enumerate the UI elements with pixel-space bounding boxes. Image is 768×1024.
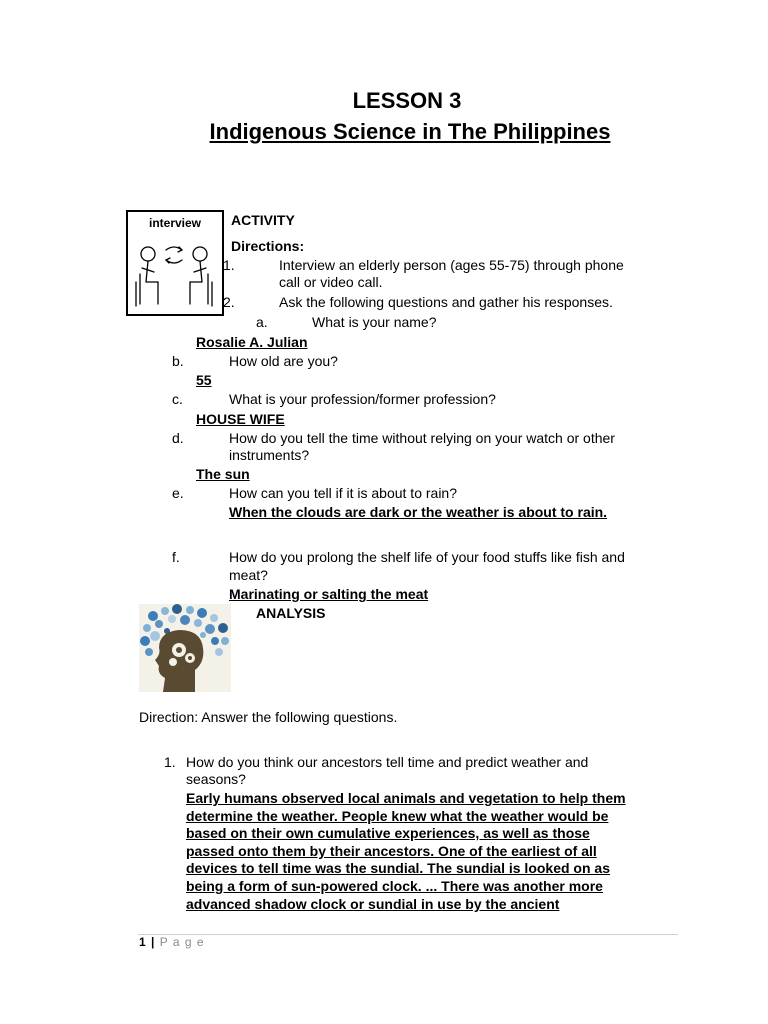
question-letter: c.: [172, 391, 183, 407]
analysis-answer-line: based on their own cumulative experiences, as well as those: [186, 825, 590, 841]
analysis-answer-line: devices to tell time was the sundial. The sundial is looked on as: [186, 860, 610, 876]
answer-text: HOUSE WIFE: [196, 411, 285, 427]
question-text: How old are you?: [229, 353, 338, 369]
activity-heading: ACTIVITY: [231, 212, 295, 228]
question-text: How can you tell if it is about to rain?: [229, 485, 458, 501]
answer-text: 55: [196, 372, 212, 388]
question-letter: f.: [172, 549, 180, 565]
step-text-continued: call or video call.: [279, 274, 383, 290]
step-number: 2.: [223, 294, 235, 310]
analysis-answer-line: Early humans observed local animals and vegetation to help them: [186, 790, 626, 806]
question-number: 1.: [164, 754, 176, 770]
analysis-heading: ANALYSIS: [256, 605, 326, 621]
analysis-direction: Direction: Answer the following questions.: [139, 709, 398, 725]
analysis-answer-line: being a form of sun-powered clock. ... There was another more: [186, 878, 603, 894]
question-text: What is your profession/former profession?: [229, 391, 496, 407]
step-number: 1.: [223, 257, 235, 273]
question-letter: d.: [172, 430, 184, 446]
analysis-answer-line: determine the weather. People knew what the weather would be: [186, 808, 609, 824]
two-people-talking-icon: [128, 234, 222, 314]
analysis-question-text: How do you think our ancestors tell time and predict weather and: [186, 754, 589, 770]
question-text: How do you prolong the shelf life of your food stuffs like fish and: [229, 549, 625, 565]
question-letter: a.: [256, 314, 268, 330]
question-text: How do you tell the time without relying on your watch or other: [229, 430, 615, 446]
question-text: What is your name?: [312, 314, 437, 330]
analysis-question-text-continued: seasons?: [186, 771, 246, 787]
interview-icon: [126, 210, 224, 316]
step-text: Interview an elderly person (ages 55-75) through phone: [279, 257, 624, 273]
question-letter: e.: [172, 485, 184, 501]
question-text-continued: instruments?: [229, 447, 310, 463]
interview-icon-label: interview: [148, 216, 202, 230]
answer-text: When the clouds are dark or the weather is about to rain.: [229, 504, 608, 520]
lesson-title: LESSON 3: [352, 88, 462, 113]
page-footer: [139, 935, 205, 949]
answer-text: The sun: [196, 466, 250, 482]
question-letter: b.: [172, 353, 184, 369]
step-text: Ask the following questions and gather his responses.: [279, 294, 613, 310]
answer-text: Marinating or salting the meat: [229, 586, 429, 602]
footer-separator: |: [151, 935, 156, 949]
footer-divider: [138, 934, 678, 935]
directions-label: Directions:: [231, 238, 305, 254]
analysis-answer-line: passed onto them by their ancestors. One of the earliest of all: [186, 843, 597, 859]
head-with-gears-icon: [139, 604, 231, 692]
page-label: P a g e: [159, 935, 205, 949]
question-text-continued: meat?: [229, 567, 268, 583]
answer-text: Rosalie A. Julian: [196, 334, 308, 350]
analysis-answer-line: advanced shadow clock or sundial in use by the ancient: [186, 896, 560, 912]
page-number: 1: [139, 935, 147, 949]
lesson-subtitle: Indigenous Science in The Philippines: [209, 119, 611, 144]
